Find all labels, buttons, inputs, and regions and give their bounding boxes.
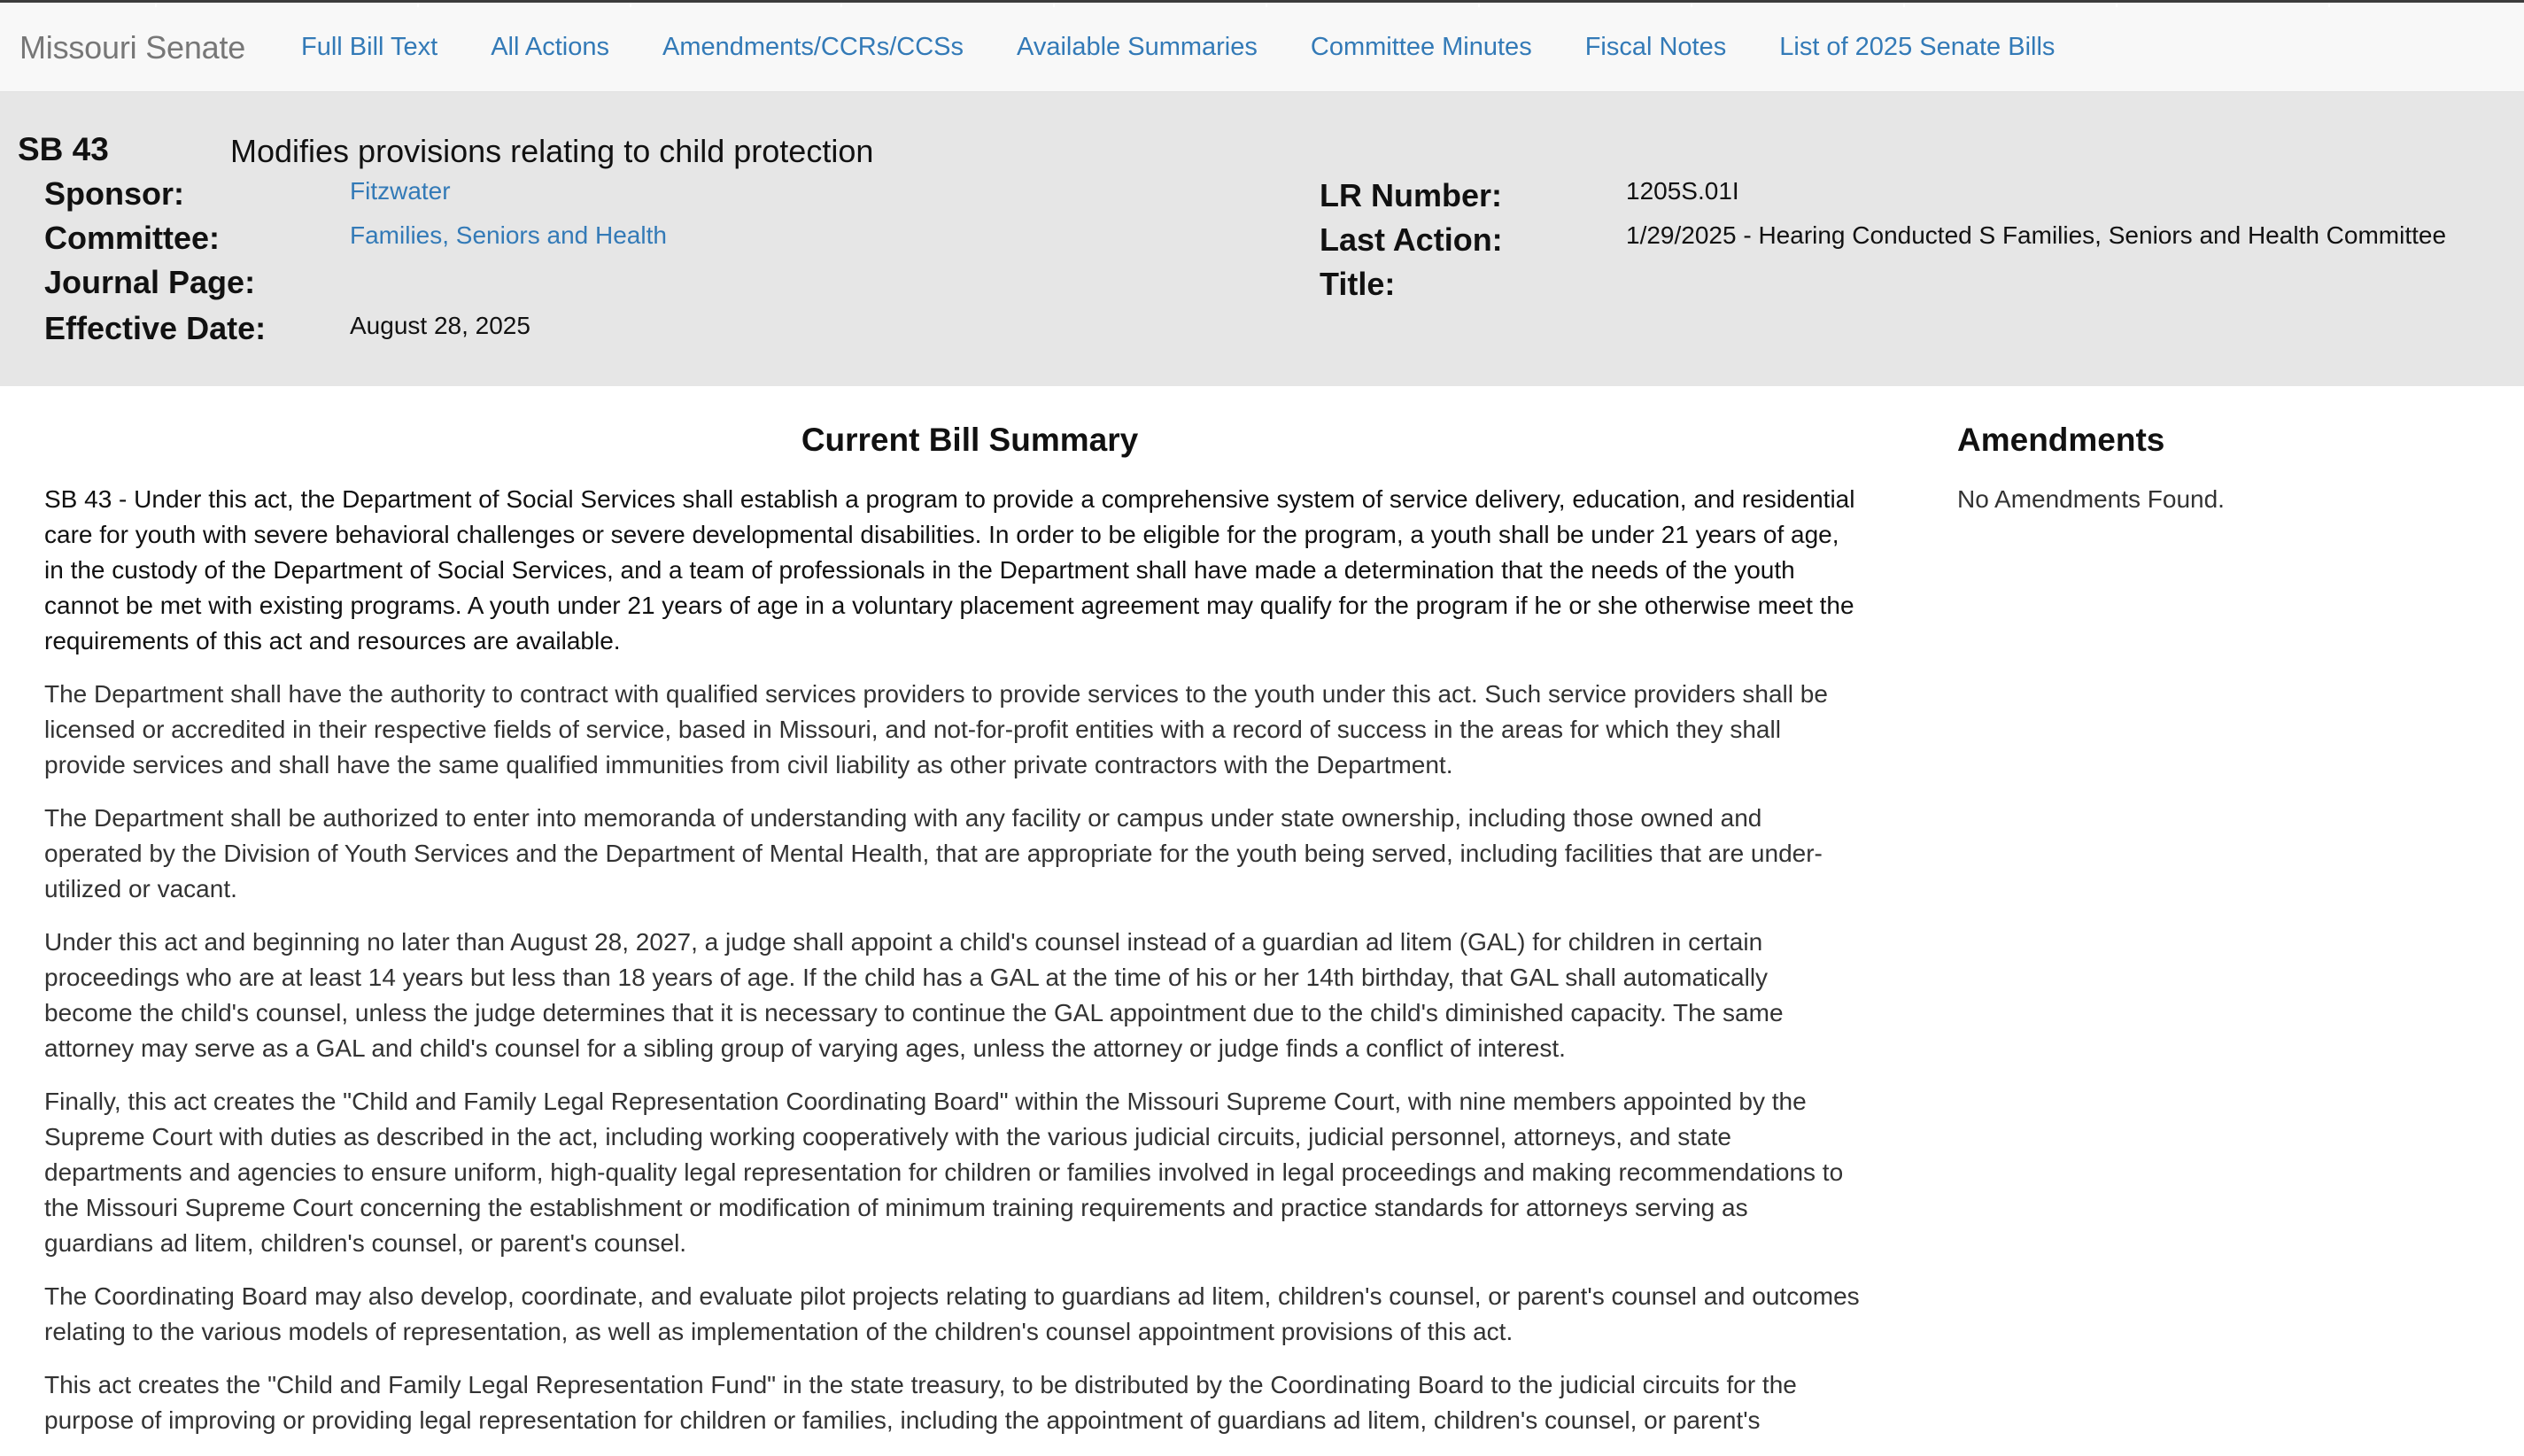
committee-label: Committee: [44,220,221,256]
summary-paragraph: The Coordinating Board may also develop, coordinate, and evaluate pilot projects relating to guardians ad litem, children's counsel, or parent's counsel and outcomes relating to the various models of representation, as well as implementation of the children's counsel appointment provisions of this act. [44,1282,1860,1345]
amendments-heading: Amendments [1957,422,2165,458]
nav-link-all-actions[interactable]: All Actions [491,33,609,61]
nav-divider-tick [1691,3,1692,7]
nav-link-committee-minutes[interactable]: Committee Minutes [1310,33,1532,61]
nav-divider-tick [1478,3,1480,7]
summary-paragraph: This act creates the "Child and Family Legal Representation Fund" in the state treasury, to be distributed by the Coordinating Board to the judicial circuits for the purpose of improving or providing legal representation for children or families, including the appointment of guardians ad litem, children's counsel, or parent's [44,1371,1797,1434]
nav-divider-tick [1266,3,1267,7]
summary-paragraph: Under this act and beginning no later than August 28, 2027, a judge shall appoint a child's counsel instead of a guardian ad litem (GAL) for children in certain proceedings who are at least 14 years but less than 18 years of age. If the child has a GAL at the time of his or her 14th birthday, that GAL shall automatically become the child's counsel, unless the judge determines that it is necessary to continue the GAL appointment due to the child's diminished capacity. The same attorney may serve as a GAL and child's counsel for a sibling group of varying ages, unless the attorney or judge finds a conflict of interest. [44,928,1784,1062]
nav-divider-tick [630,3,631,7]
nav-link-senate-bills-list[interactable]: List of 2025 Senate Bills [1779,33,2056,61]
nav-links [301,33,2055,62]
bill-summary-section [44,422,1860,1456]
bill-number: SB 43 [18,131,109,167]
summary-paragraph: The Department shall be authorized to enter into memoranda of understanding with any facility or campus under state ownership, including those owned and operated by the Division of Youth Services and the Department of Mental Health, that are appropriate for the youth being served, including facilities that are under-utilized or vacant. [44,804,1823,902]
amendments-section [1957,422,2453,517]
brand-link-missouri-senate[interactable]: Missouri Senate [19,29,246,66]
nav-divider-tick [1903,3,1905,7]
summary-paragraph: SB 43 - Under this act, the Department of Social Services shall establish a program to provide a comprehensive system of service delivery, education, and residential care for youth with severe behavioral challenges or severe developmental disabilities. In order to be eligible for the program, a youth shall be under 21 years of age, in the custody of the Department of Social Services, and a team of professionals in the Department shall have made a determination that the needs of the youth cannot be met with existing programs. A youth under 21 years of age in a voluntary placement agreement may qualify for the program if he or she otherwise meet the requirements of this act and resources are available. [44,485,1855,654]
nav-divider-tick [1053,3,1055,7]
nav-divider-tick [840,3,842,7]
nav-link-available-summaries[interactable]: Available Summaries [1017,33,1258,61]
summary-heading: Current Bill Summary [801,422,1139,458]
bill-header-panel [0,92,2524,386]
nav-link-amendments[interactable]: Amendments/CCRs/CCSs [662,33,964,61]
lr-number-value: 1205S.01I [1626,177,1739,205]
last-action-label: Last Action: [1320,221,1503,258]
title-label: Title: [1320,266,1396,302]
sponsor-link[interactable]: Fitzwater [350,177,451,205]
nav-divider-tick [2328,3,2330,7]
effective-date-value: August 28, 2025 [350,312,530,339]
summary-paragraph: The Department shall have the authority to contract with qualified services providers to provide services to the youth under this act. Such service providers shall be licensed or accredited in their respective fields of service, based in Missouri, and not-for-profit entities with a record of success in the areas for which they shall provide services and shall have the same qualified immunities from civil liability as other private contractors with the Department. [44,680,1828,778]
nav-divider-tick [2116,3,2118,7]
nav-divider-tick [417,3,419,7]
nav-link-full-bill-text[interactable]: Full Bill Text [301,33,438,61]
last-action-value: 1/29/2025 - Hearing Conducted S Families, Seniors and Health Committee [1626,221,2447,249]
nav-divider-tick [155,3,157,7]
summary-paragraph: Finally, this act creates the "Child and Family Legal Representation Coordinating Board" within the Missouri Supreme Court, with nine members appointed by the Supreme Court with duties as described in the act, including working cooperatively with the various judicial circuits, judicial personnel, attorneys, and state departments and agencies to ensure uniform, high-quality legal representation for children or families involved in legal proceedings and making recommendations to the Missouri Supreme Court concerning the establishment or modification of minimum training requirements and practice standards for attorneys serving as guardians ad litem, children's counsel, or parent's counsel. [44,1088,1844,1257]
lr-number-label: LR Number: [1320,177,1502,213]
effective-date-label: Effective Date: [44,310,267,346]
bill-title: Modifies provisions relating to child protection [230,133,874,169]
amendments-empty-message: No Amendments Found. [1957,485,2225,513]
sponsor-label: Sponsor: [44,175,184,212]
journal-page-label: Journal Page: [44,264,256,300]
committee-link[interactable]: Families, Seniors and Health [350,221,667,249]
top-navbar [0,0,2524,92]
nav-link-fiscal-notes[interactable]: Fiscal Notes [1584,33,1727,61]
